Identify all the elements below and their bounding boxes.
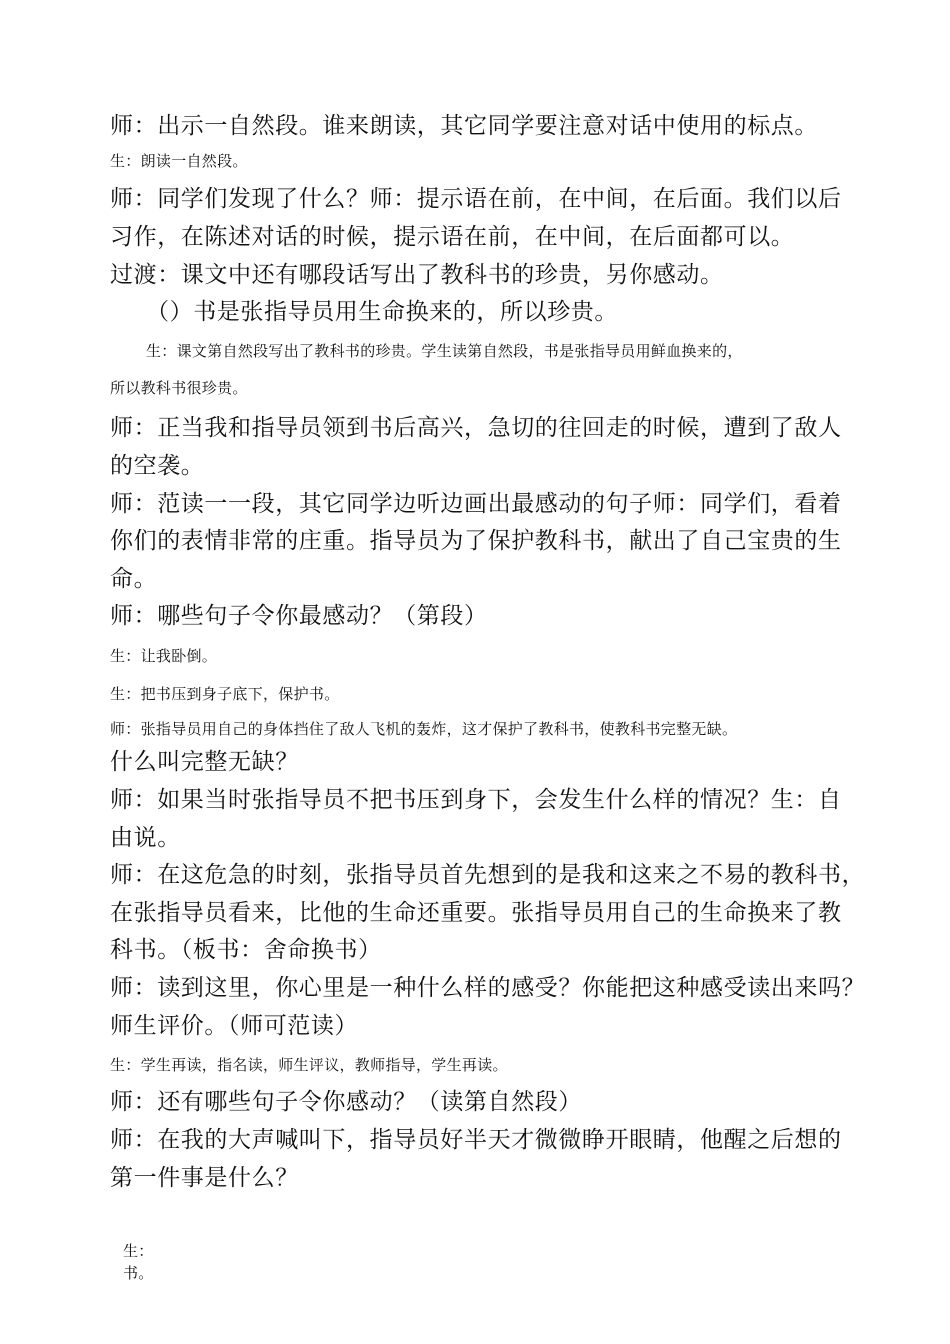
paragraph-line: 师：范读一一段，其它同学边听边画出最感动的句子师：同学们，看着 [110, 491, 842, 517]
paragraph-line: 生：课文第自然段写出了教科书的珍贵。学生读第自然段，书是张指导员用鲜血换来的， [146, 342, 743, 360]
paragraph-line: 师：同学们发现了什么？师：提示语在前，在中间，在后面。我们以后 [110, 186, 842, 212]
paragraph-line: 书。 [123, 1264, 154, 1282]
paragraph-line: 过渡：课文中还有哪段话写出了教科书的珍贵，另你感动。 [110, 262, 724, 288]
paragraph-line: 生：学生再读，指名读，师生评议，教师指导，学生再读。 [110, 1056, 508, 1074]
paragraph-line: 师生评价。（师可范读） [110, 1013, 359, 1039]
paragraph-line: 师：在我的大声喊叫下，指导员好半天才微微睁开眼睛，他醒之后想的 [110, 1127, 842, 1153]
paragraph-line: 师：在这危急的时刻，张指导员首先想到的是我和这来之不易的教科书， [110, 862, 866, 888]
paragraph-line: 的空袭。 [110, 453, 205, 479]
paragraph-line: 师：出示一自然段。谁来朗读，其它同学要注意对话中使用的标点。 [110, 113, 818, 139]
paragraph-line: 师：张指导员用自己的身体挡住了敌人飞机的轰炸，这才保护了教科书，使教科书完整无缺。 [110, 720, 738, 738]
paragraph-line: 科书。（板书：舍命换书） [110, 937, 382, 963]
paragraph-line: 生： [123, 1242, 154, 1260]
paragraph-line: 生：让我卧倒。 [110, 647, 218, 665]
paragraph-line: 师：读到这里，你心里是一种什么样的感受？你能把这种感受读出来吗？ [110, 975, 866, 1001]
paragraph-line: 师：正当我和指导员领到书后高兴，急切的往回走的时候，遭到了敌人 [110, 415, 842, 441]
paragraph-line: 师：如果当时张指导员不把书压到身下，会发生什么样的情况？生：自 [110, 787, 842, 813]
paragraph-line: 师：还有哪些句子令你感动？（读第自然段） [110, 1089, 582, 1115]
paragraph-line: 你们的表情非常的庄重。指导员为了保护教科书，献出了自己宝贵的生 [110, 528, 842, 554]
paragraph-line: 在张指导员看来，比他的生命还重要。张指导员用自己的生命换来了教 [110, 900, 842, 926]
paragraph-line: 命。 [110, 566, 158, 592]
paragraph-line: 第一件事是什么？ [110, 1165, 299, 1191]
paragraph-line: 什么叫完整无缺？ [110, 749, 299, 775]
paragraph-line: 习作，在陈述对话的时候，提示语在前，在中间，在后面都可以。 [110, 224, 795, 250]
paragraph-line: 生：朗读一自然段。 [110, 152, 248, 170]
paragraph-line: 由说。 [110, 825, 181, 851]
paragraph-line: （）书是张指导员用生命换来的，所以珍贵。 [146, 299, 618, 325]
paragraph-line: 所以教科书很珍贵。 [110, 379, 248, 397]
paragraph-line: 师：哪些句子令你最感动？（第段） [110, 603, 488, 629]
paragraph-line: 生：把书压到身子底下，保护书。 [110, 685, 340, 703]
